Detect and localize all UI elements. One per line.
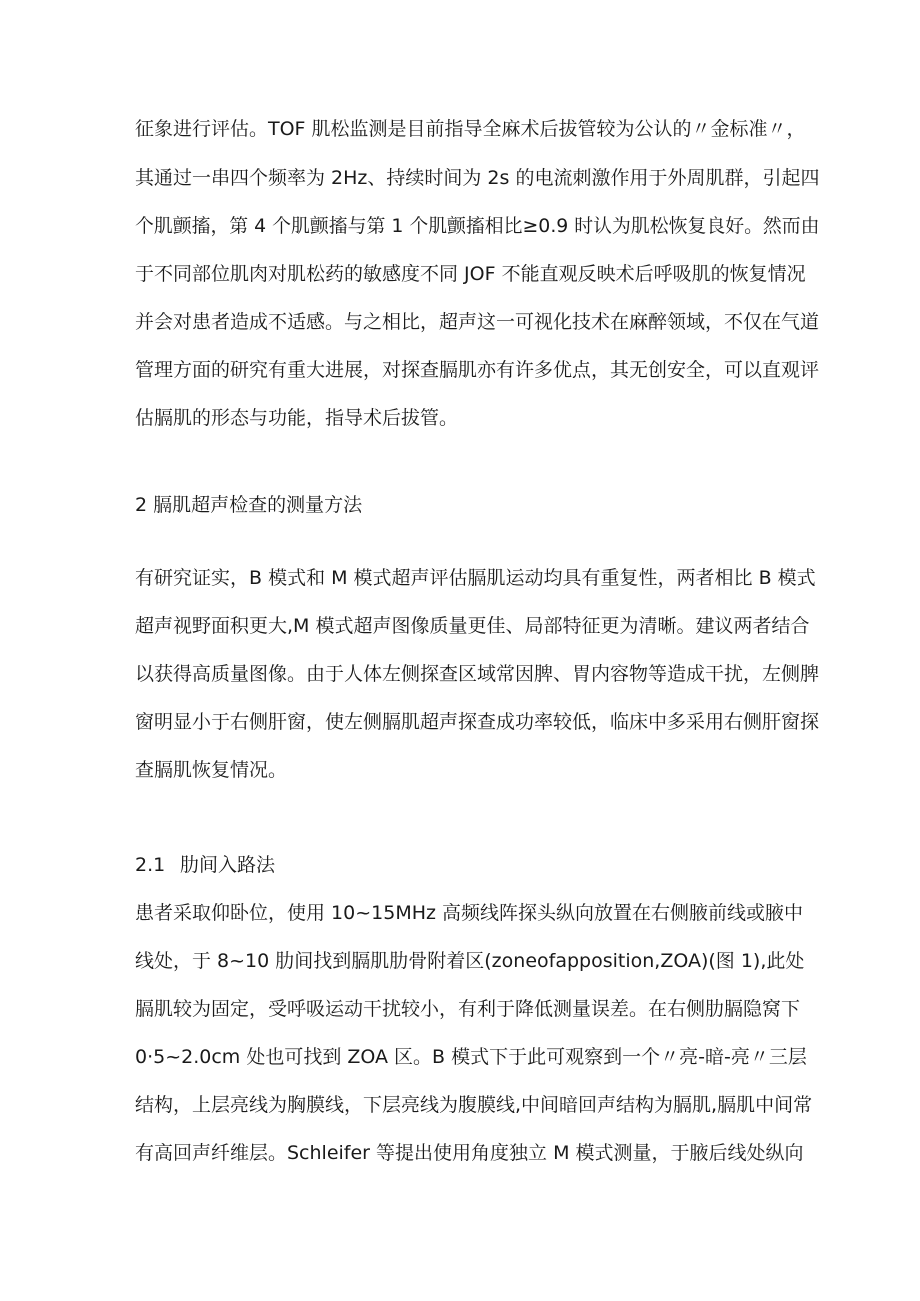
paragraph-line: 管理方面的研究有重大进展，对探查膈肌亦有许多优点，其无创安全，可以直观评 [135,359,820,381]
paragraph-line: 并会对患者造成不适感。与之相比，超声这一可视化技术在麻醉领域，不仅在气道 [135,311,820,333]
paragraph-line: 结构，上层亮线为胸膜线，下层亮线为腹膜线,中间暗回声结构为膈肌,膈肌中间常 [135,1094,813,1116]
paragraph-line: 征象进行评估。TOF 肌松监测是目前指导全麻术后拔管较为公认的〃金标准〃， [135,118,806,140]
paragraph-line: 估膈肌的形态与功能，指导术后拔管。 [135,407,459,429]
paragraph-line: 线处，于 8~10 肋间找到膈肌肋骨附着区(zoneofapposition,ZOA)(图 1),此处 [135,950,805,972]
paragraph-line: 于不同部位肌肉对肌松药的敏感度不同 JOF 不能直观反映术后呼吸肌的恢复情况 [135,263,806,285]
paragraph-line: 患者采取仰卧位，使用 10~15MHz 高频线阵探头纵向放置在右侧腋前线或腋中 [135,902,804,924]
paragraph-line: 查膈肌恢复情况。 [135,759,288,781]
paragraph-line: 窗明显小于右侧肝窗，使左侧膈肌超声探查成功率较低，临床中多采用右侧肝窗探 [135,711,820,733]
paragraph-line: 以获得高质量图像。由于人体左侧探查区域常因脾、胃内容物等造成干扰，左侧脾 [135,663,820,685]
subsection-number: 2.1 [135,854,166,876]
subsection-title: 肋间入路法 [180,854,276,876]
section-heading: 2 膈肌超声检查的测量方法 [135,494,363,516]
paragraph-line: 有高回声纤维层。Schleifer 等提出使用角度独立 M 模式测量，于腋后线处纵向 [135,1142,804,1164]
paragraph-line: 膈肌较为固定，受呼吸运动干扰较小，有利于降低测量误差。在右侧肋膈隐窝下 [135,998,801,1020]
paragraph-line: 0·5~2.0cm 处也可找到 ZOA 区。B 模式下于此可观察到一个〃亮-暗-亮〃三层 [135,1046,807,1068]
paragraph-line: 个肌颤搐，第 4 个肌颤搐与第 1 个肌颤搐相比≥0.9 时认为肌松恢复良好。然而由 [135,215,820,237]
paragraph-line: 其通过一串四个频率为 2Hz、持续时间为 2s 的电流刺激作用于外周肌群，引起四 [135,167,820,189]
paragraph-line: 有研究证实，B 模式和 M 模式超声评估膈肌运动均具有重复性，两者相比 B 模式 [135,567,816,589]
paragraph-line: 超声视野面积更大,M 模式超声图像质量更佳、局部特征更为清晰。建议两者结合 [135,615,810,637]
